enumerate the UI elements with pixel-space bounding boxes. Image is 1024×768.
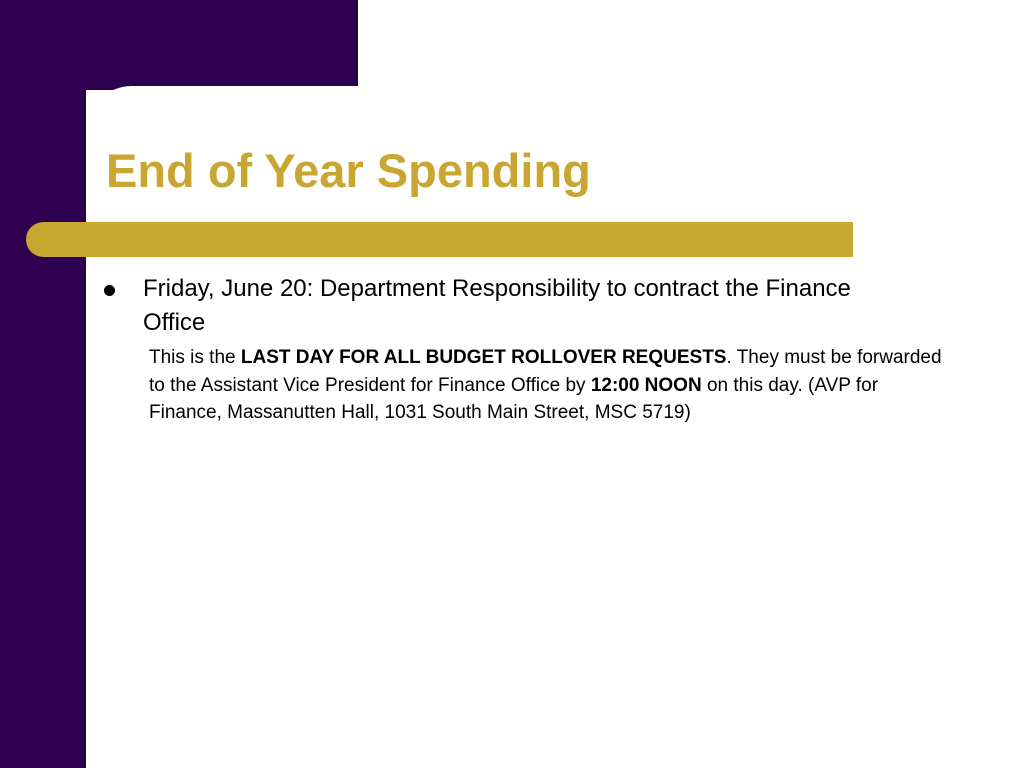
bullet-text: Friday, June 20: Department Responsibility to contract the Finance Office [143,275,851,336]
detail-text-3: on this day. (AVP for Finance, Massanutten Hall, 1031 South Main Street, MSC 5719) [149,374,879,423]
detail-bold-time: 12:00 NOON [590,374,702,396]
detail-text-1: This is the [149,347,241,368]
bullet-dot-icon [104,285,115,296]
purple-left-band [0,0,86,768]
detail-paragraph [149,344,949,427]
detail-bold-deadline: LAST DAY FOR ALL BUDGET ROLLOVER REQUESTS [240,347,727,368]
detail-text-2: . They must be forwarded to the Assistant Vice President for Finance Office by [149,347,942,396]
gold-divider-bar [26,222,853,257]
slide-title: End of Year Spending [106,144,591,197]
